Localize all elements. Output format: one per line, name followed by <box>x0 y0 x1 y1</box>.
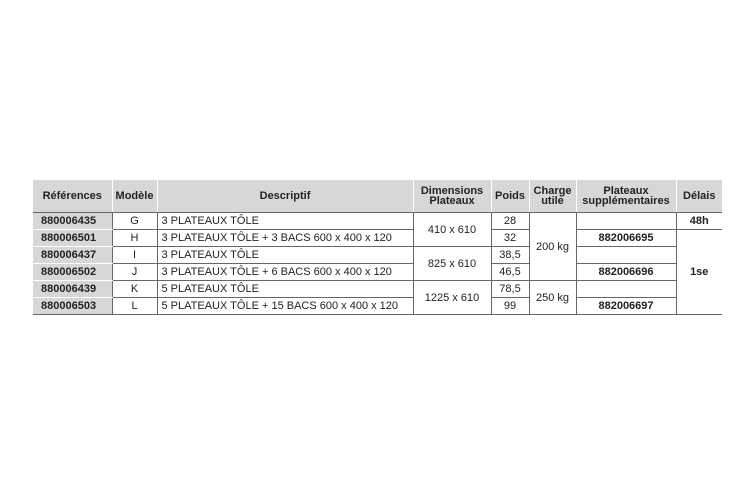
modele-cell: K <box>112 281 157 298</box>
charge-cell: 250 kg <box>529 281 576 315</box>
poids-cell: 28 <box>491 213 529 230</box>
modele-cell: H <box>112 230 157 247</box>
descriptif-cell: 5 PLATEAUX TÔLE + 15 BACS 600 x 400 x 120 <box>157 298 413 315</box>
header-charge-line2: utile <box>541 195 564 207</box>
poids-cell: 38,5 <box>491 247 529 264</box>
supplementaire-cell-empty <box>576 247 676 264</box>
poids-cell: 46,5 <box>491 264 529 281</box>
header-supplementaires <box>576 180 676 213</box>
table-row <box>33 247 722 264</box>
modele-cell: J <box>112 264 157 281</box>
descriptif-cell: 5 PLATEAUX TÔLE <box>157 281 413 298</box>
table-header-row <box>33 180 722 213</box>
table-row <box>33 213 722 230</box>
header-dimensions-line1: Dimensions <box>420 185 484 197</box>
reference-cell: 880006503 <box>33 298 112 315</box>
descriptif-cell: 3 PLATEAUX TÔLE + 3 BACS 600 x 400 x 120 <box>157 230 413 247</box>
dimensions-cell: 825 x 610 <box>413 247 491 281</box>
header-descriptif: Descriptif <box>157 180 413 213</box>
reference-cell: 880006439 <box>33 281 112 298</box>
header-references: Références <box>33 180 112 213</box>
poids-cell: 32 <box>491 230 529 247</box>
reference-cell: 880006437 <box>33 247 112 264</box>
table-row <box>33 264 722 281</box>
table-row <box>33 298 722 315</box>
modele-cell: L <box>112 298 157 315</box>
delais-cell: 1se <box>676 230 722 315</box>
reference-cell: 880006501 <box>33 230 112 247</box>
supplementaire-cell: 882006696 <box>576 264 676 281</box>
reference-cell: 880006435 <box>33 213 112 230</box>
supplementaire-cell: 882006697 <box>576 298 676 315</box>
modele-cell: G <box>112 213 157 230</box>
charge-cell: 200 kg <box>529 213 576 281</box>
header-dimensions-line2: Plateaux <box>429 195 475 207</box>
supplementaire-cell-empty <box>576 213 676 230</box>
descriptif-cell: 3 PLATEAUX TÔLE <box>157 247 413 264</box>
header-dimensions <box>413 180 491 213</box>
header-supp-line2: supplémentaires <box>582 195 670 207</box>
product-spec-table <box>33 180 722 315</box>
descriptif-cell: 3 PLATEAUX TÔLE <box>157 213 413 230</box>
dimensions-cell: 410 x 610 <box>413 213 491 247</box>
descriptif-cell: 3 PLATEAUX TÔLE + 6 BACS 600 x 400 x 120 <box>157 264 413 281</box>
table-row <box>33 281 722 298</box>
poids-cell: 99 <box>491 298 529 315</box>
header-delais: Délais <box>676 180 722 213</box>
header-supp-line1: Plateaux <box>603 185 649 197</box>
header-charge-line1: Charge <box>533 185 572 197</box>
modele-cell: I <box>112 247 157 264</box>
header-poids: Poids <box>491 180 529 213</box>
reference-cell: 880006502 <box>33 264 112 281</box>
supplementaire-cell-empty <box>576 281 676 298</box>
table-row <box>33 230 722 247</box>
dimensions-cell: 1225 x 610 <box>413 281 491 315</box>
supplementaire-cell: 882006695 <box>576 230 676 247</box>
delais-cell: 48h <box>676 213 722 230</box>
header-charge <box>529 180 576 213</box>
header-modele: Modèle <box>112 180 157 213</box>
poids-cell: 78,5 <box>491 281 529 298</box>
